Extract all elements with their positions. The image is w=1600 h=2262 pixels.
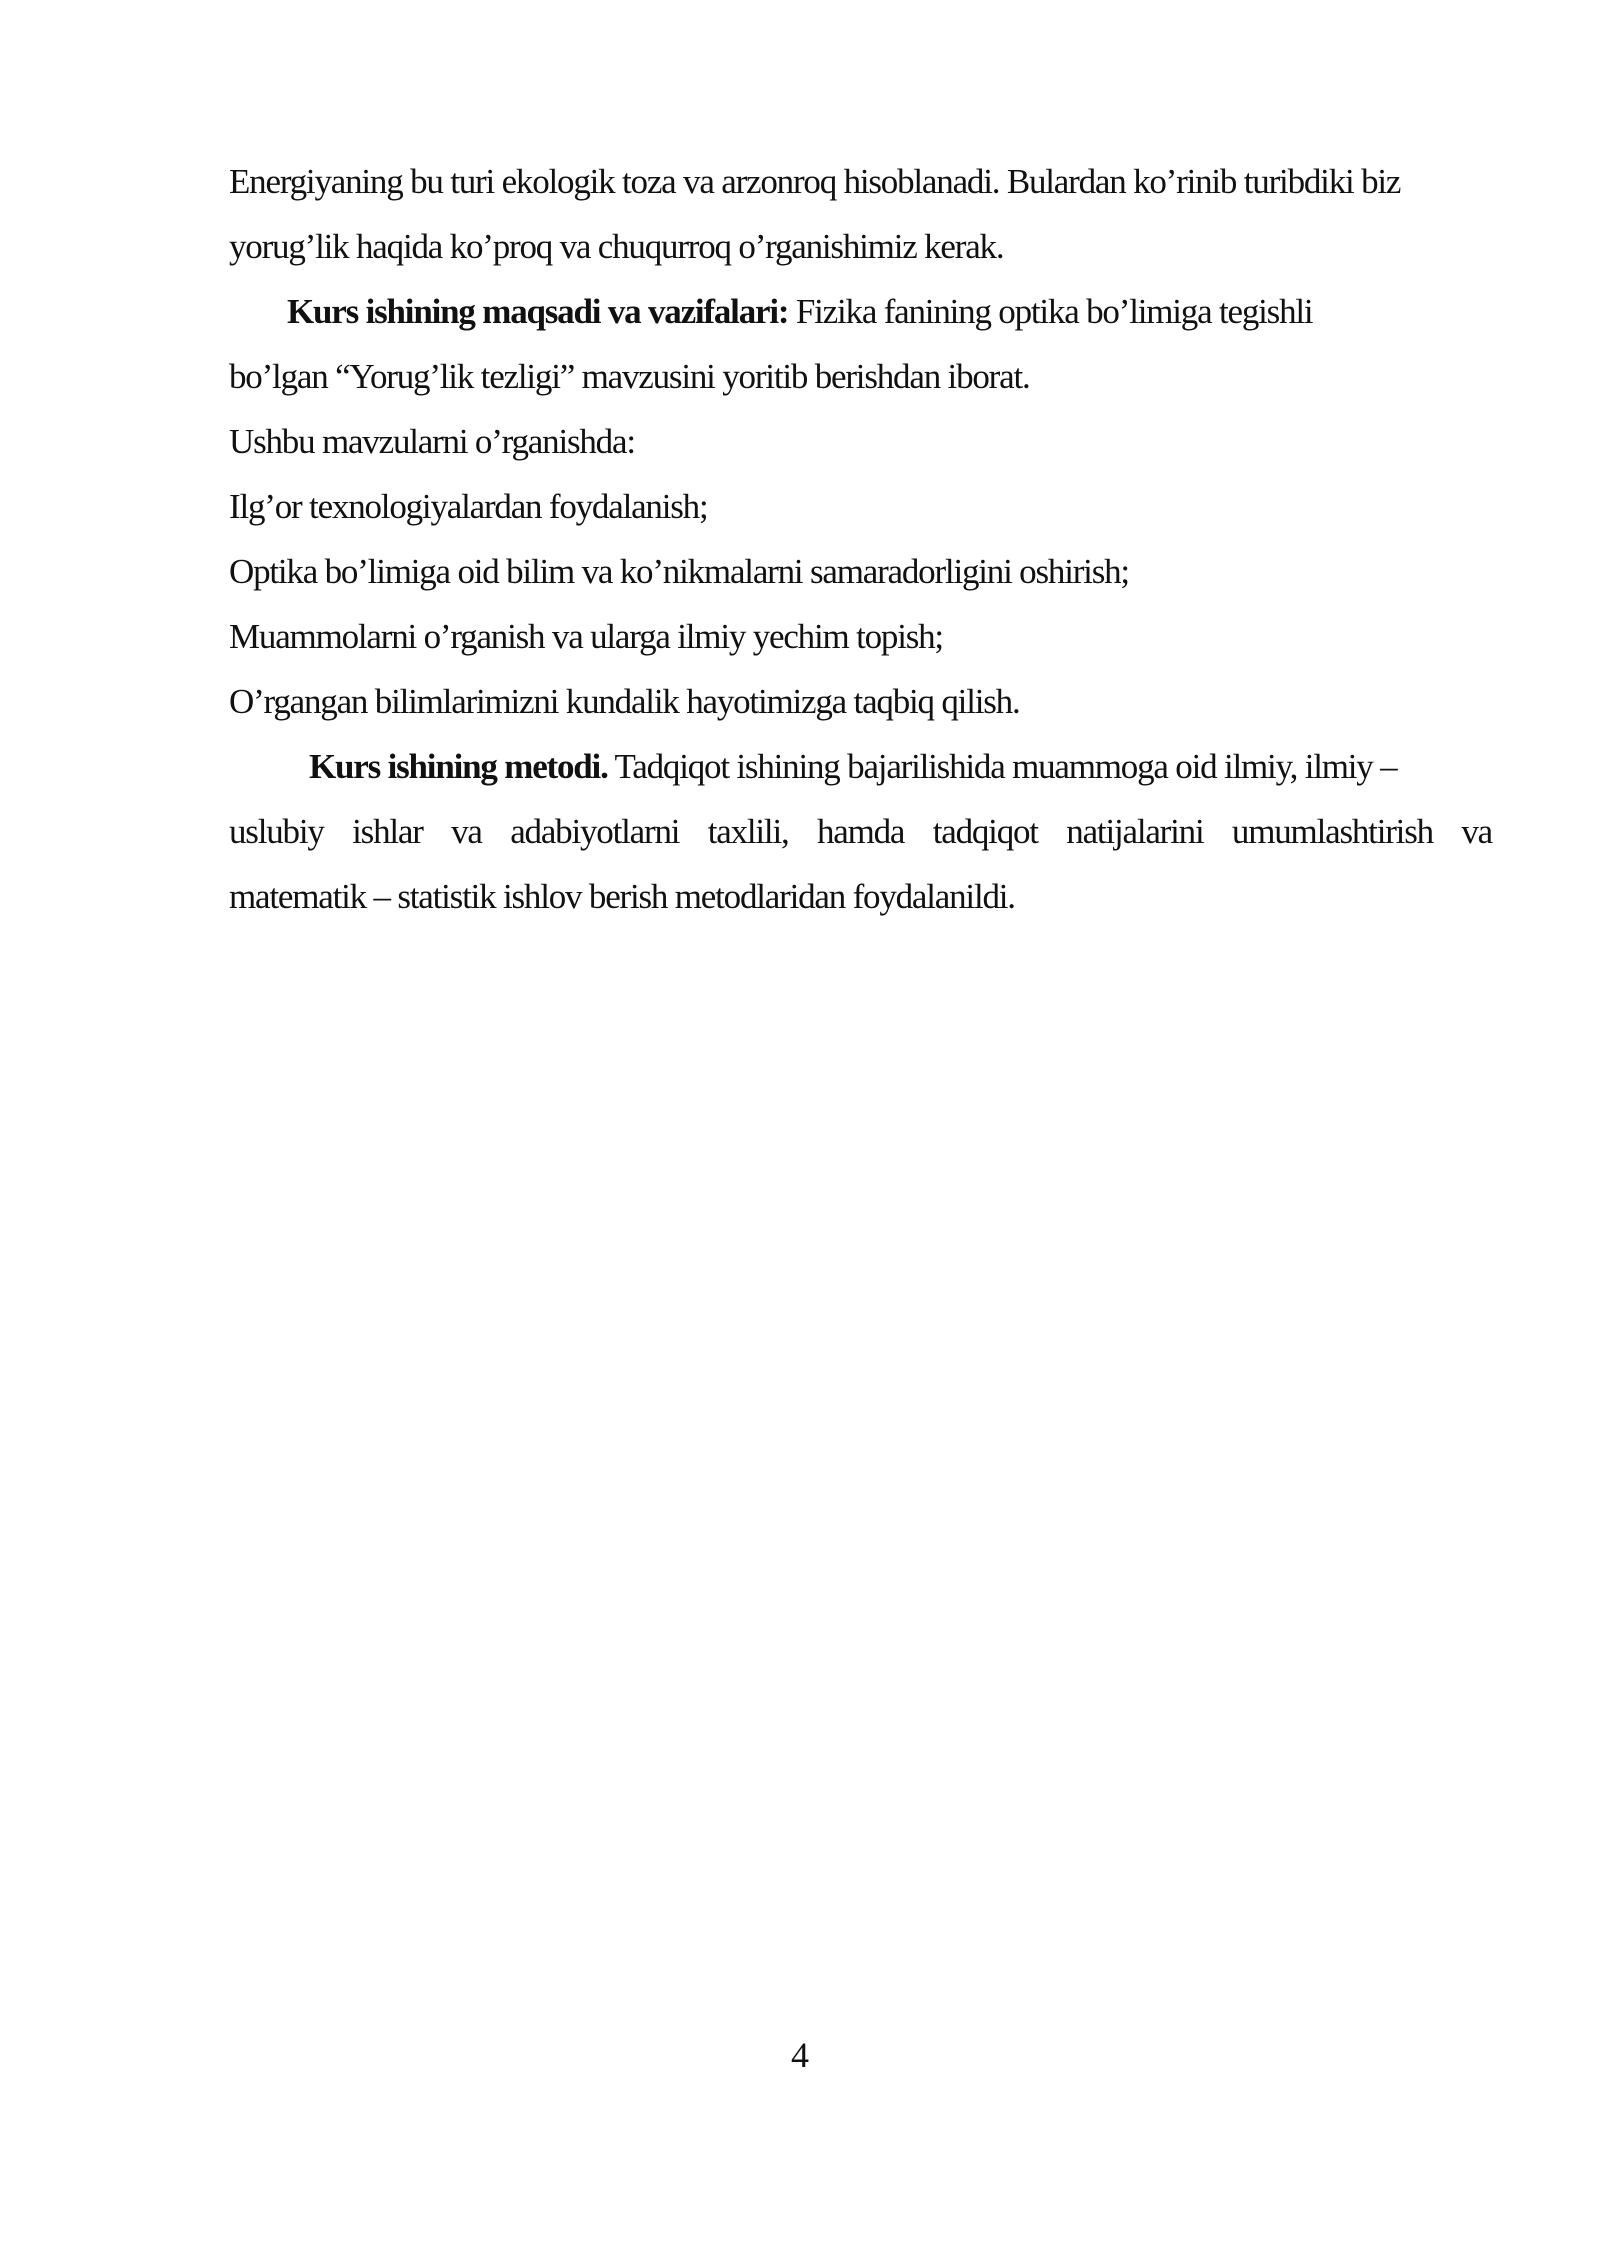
intro-line: Ushbu mavzularni o’rganishda: <box>229 422 635 461</box>
method-line-1 <box>229 734 1492 799</box>
goal-line-2: bo’lgan “Yorug’lik tezligi” mavzusini yoritib berishdan iborat. <box>229 357 1030 396</box>
goal-line-1 <box>229 279 1492 344</box>
method-text: Tadqiqot ishining bajarilishida muammoga oid ilmiy, ilmiy – <box>607 747 1397 786</box>
paragraph-line: Energiyaning bu turi ekologik toza va arzonroq hisoblanadi. Bulardan ko’rinib turibdiki biz <box>229 162 1401 201</box>
list-item: Optika bo’limiga oid bilim va ko’nikmalarni samaradorligini oshirish; <box>229 552 1129 591</box>
goal-text: Fizika fanining optika bo’limiga tegishli <box>788 292 1313 331</box>
method-heading: Kurs ishining metodi. <box>309 747 608 786</box>
list-item: Ilg’or texnologiyalardan foydalanish; <box>229 487 708 526</box>
goal-heading: Kurs ishining maqsadi va vazifalari: <box>287 292 789 331</box>
method-line-2: uslubiy ishlar va adabiyotlarni taxlili, hamda tadqiqot natijalarini umumlashtirish va <box>229 812 1492 851</box>
page-number: 4 <box>791 2035 809 2075</box>
method-line-3: matematik – statistik ishlov berish metodlaridan foydalanildi. <box>229 877 1015 916</box>
list-item: O’rgangan bilimlarimizni kundalik hayotimizga taqbiq qilish. <box>229 682 1020 721</box>
list-item: Muammolarni o’rganish va ularga ilmiy yechim topish; <box>229 617 943 656</box>
body-text <box>229 149 1492 929</box>
paragraph-line: yorug’lik haqida ko’proq va chuqurroq o’rganishimiz kerak. <box>229 227 1004 266</box>
